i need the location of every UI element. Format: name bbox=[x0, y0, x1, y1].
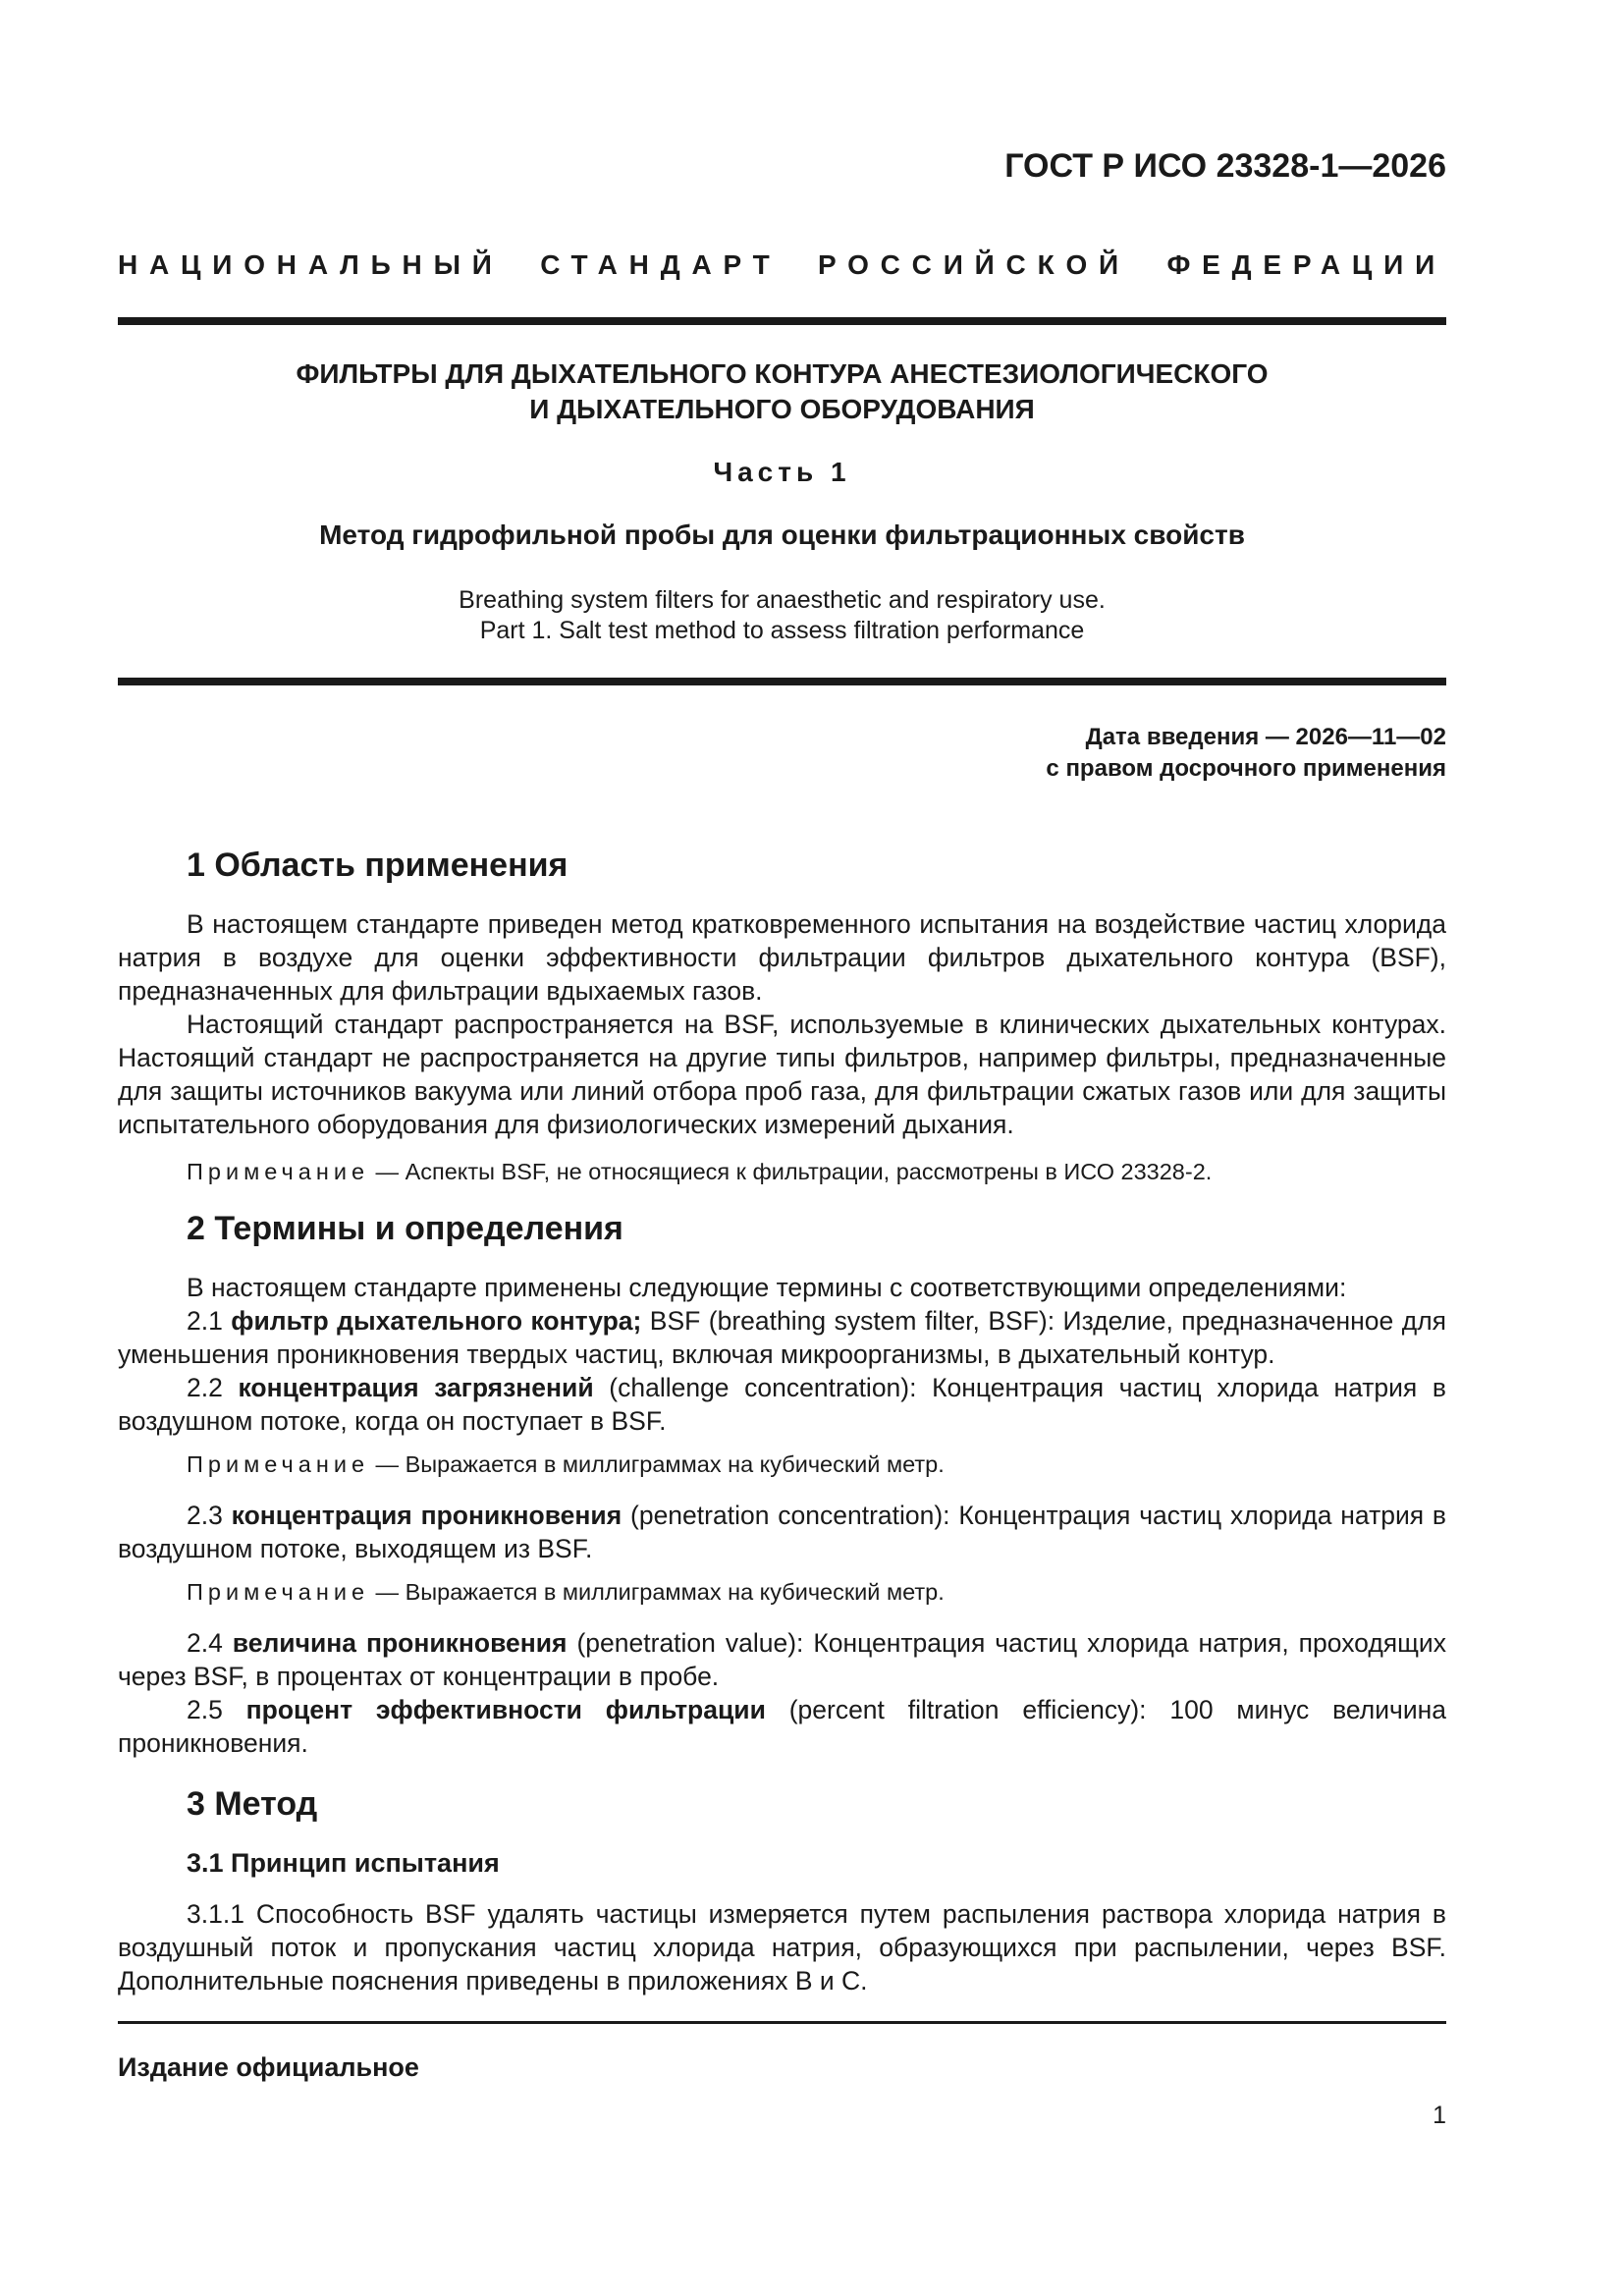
term-definition: (penetration value): Концентрация частиц хлорида натрия, проходящих через BSF, в процентах от концентрации в пробе. bbox=[118, 1628, 1446, 1691]
note-label: Примечание bbox=[187, 1159, 370, 1184]
term-number: 2.5 bbox=[187, 1695, 246, 1724]
introduction-date bbox=[563, 722, 1446, 785]
section-3-paragraph-1: 3.1.1 Способность BSF удалять частицы измеряется путем распыления раствора хлорида натрия в воздушный поток и пропускания частиц хлорида натрия, образующихся при распылении, через BSF. Дополнительные пояснения приведены в приложениях B и C. bbox=[118, 1899, 1446, 1995]
note-label: Примечание bbox=[187, 1579, 370, 1605]
term-2-2-note bbox=[187, 1449, 945, 1479]
title-subtitle: Метод гидрофильной пробы для оценки фильтрационных свойств bbox=[319, 519, 1245, 550]
note-text: — Аспекты BSF, не относящиеся к фильтрации, рассмотрены в ИСО 23328-2. bbox=[369, 1159, 1213, 1184]
title-line-1: ФИЛЬТРЫ ДЛЯ ДЫХАТЕЛЬНОГО КОНТУРА АНЕСТЕЗИОЛОГИЧЕСКОГО bbox=[296, 358, 1269, 389]
term-2-1 bbox=[118, 1304, 1446, 1371]
note-text: — Выражается в миллиграммах на кубический метр. bbox=[369, 1451, 945, 1477]
term-number: 2.3 bbox=[187, 1501, 232, 1530]
section-3-1-heading: 3.1 Принцип испытания bbox=[187, 1848, 500, 1878]
term-number: 2.2 bbox=[187, 1373, 239, 1402]
title-line-2: И ДЫХАТЕЛЬНОГО ОБОРУДОВАНИЯ bbox=[529, 394, 1035, 424]
header-rule bbox=[118, 317, 1446, 325]
note-text: — Выражается в миллиграммах на кубический метр. bbox=[369, 1579, 945, 1605]
term-2-2 bbox=[118, 1371, 1446, 1438]
section-1-paragraph-2: Настоящий стандарт распространяется на BSF, используемые в клинических дыхательных контурах. Настоящий стандарт не распространяется на другие типы фильтров, например фильтры, предназначенные для защиты источников вакуума или линий отбора проб газа, для фильтрации сжатых газов или для защиты испытательного оборудования для физиологических измерений дыхания. bbox=[118, 1010, 1446, 1139]
term-name: фильтр дыхательного контура; bbox=[231, 1306, 642, 1336]
term-name: величина проникновения bbox=[232, 1628, 568, 1658]
section-1-paragraph-1: В настоящем стандарте приведен метод кратковременного испытания на воздействие частиц хлорида натрия в воздухе для оценки эффективности фильтрации фильтров дыхательного контура (BSF), предназначенных для фильтрации вдыхаемых газов. bbox=[118, 909, 1446, 1006]
early-application-line: с правом досрочного применения bbox=[1046, 755, 1446, 782]
footer-rule bbox=[118, 2021, 1446, 2024]
national-standard-banner: НАЦИОНАЛЬНЫЙ СТАНДАРТ РОССИЙСКОЙ ФЕДЕРАЦИИ bbox=[118, 249, 1446, 280]
section-1-note bbox=[187, 1157, 1212, 1186]
section-2-intro: В настоящем стандарте применены следующие термины с соответствующими определениями: bbox=[187, 1273, 1347, 1302]
term-definition: (challenge concentration): Концентрация частиц хлорида натрия в воздушном потоке, когда он поступает в BSF. bbox=[118, 1373, 1446, 1436]
title-english-line-2: Part 1. Salt test method to assess filtration performance bbox=[479, 617, 1085, 644]
section-3-heading: 3 Метод bbox=[187, 1785, 318, 1823]
term-name: процент эффективности фильтрации bbox=[245, 1695, 766, 1724]
term-number: 2.4 bbox=[187, 1628, 233, 1658]
document-title bbox=[118, 356, 1446, 427]
note-label: Примечание bbox=[187, 1451, 370, 1477]
term-name: концентрация загрязнений bbox=[238, 1373, 594, 1402]
term-definition: BSF (breathing system filter, BSF): Изделие, предназначенное для уменьшения проникновения твердых частиц, включая микроорганизмы, в дыхательный контур. bbox=[118, 1306, 1447, 1369]
section-2-heading: 2 Термины и определения bbox=[187, 1210, 623, 1247]
title-english-line-1: Breathing system filters for anaesthetic and respiratory use. bbox=[459, 586, 1106, 614]
term-name: концентрация проникновения bbox=[231, 1501, 622, 1530]
title-english bbox=[118, 585, 1446, 646]
title-part: Часть 1 bbox=[713, 457, 851, 487]
page-number: 1 bbox=[1433, 2102, 1446, 2129]
term-definition: (penetration concentration): Концентрация частиц хлорида натрия в воздушном потоке, выходящем из BSF. bbox=[118, 1501, 1447, 1563]
term-number: 2.1 bbox=[187, 1306, 232, 1336]
section-1-heading: 1 Область применения bbox=[187, 847, 568, 884]
term-2-3 bbox=[118, 1499, 1446, 1565]
term-definition: (percent filtration efficiency): 100 минус величина проникновения. bbox=[118, 1695, 1446, 1758]
introduction-date-line: Дата введения — 2026—11—02 bbox=[1085, 724, 1446, 750]
term-2-4 bbox=[118, 1626, 1446, 1693]
official-edition-label: Издание официальное bbox=[118, 2052, 419, 2082]
term-2-5 bbox=[118, 1693, 1446, 1760]
document-number: ГОСТ Р ИСО 23328-1—2026 bbox=[1004, 147, 1446, 185]
title-rule bbox=[118, 678, 1446, 685]
term-2-3-note bbox=[187, 1577, 945, 1607]
